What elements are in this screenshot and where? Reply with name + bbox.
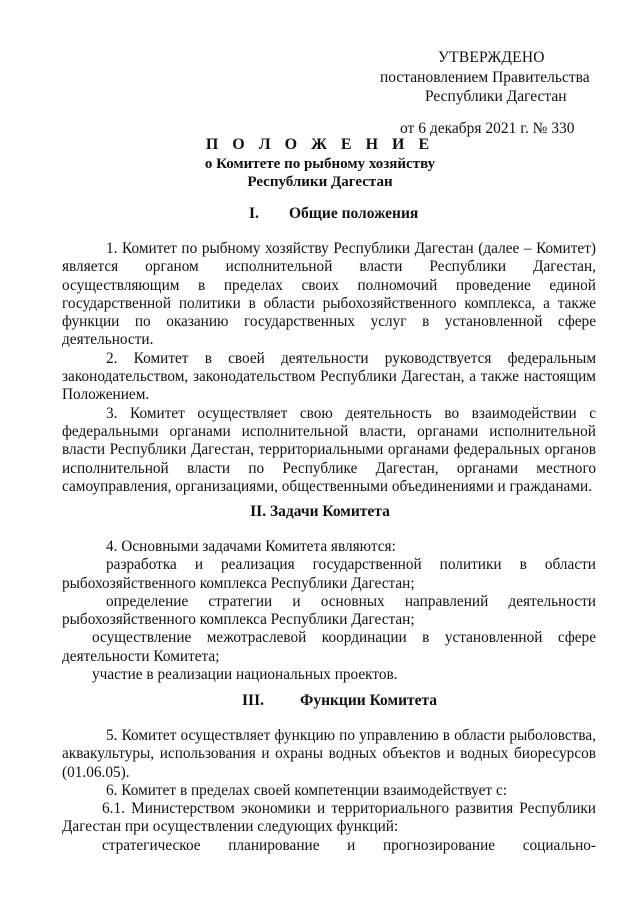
paragraph: 3. Комитет осуществляет свою деятельность во взаимодействии с федеральными органами исполнительной власти, органами исполнительной власти Республики Дагестан, территориальными органами федеральных органов исполнительной власти по Республике Дагестан, органами местного самоуправления, организациями, общественными объединениями и гражданами. xyxy=(62,404,596,495)
section-number: III. xyxy=(242,692,264,709)
section-number: I. xyxy=(249,205,259,222)
approval-line: УТВЕРЖДЕНО xyxy=(438,49,545,66)
paragraph: стратегическое планирование и прогнозирование социально- xyxy=(102,836,596,854)
list-item: осуществление межотраслевой координации в установленной сфере деятельности Комитета; xyxy=(62,629,596,665)
section-title: II. Задачи Комитета xyxy=(250,503,390,520)
document-subtitle: о Комитете по рыбному хозяйству xyxy=(204,156,436,172)
paragraph: 2. Комитет в своей деятельности руководствуется федеральным законодательством, законодательством Республики Дагестан, а также настоящим Положением. xyxy=(62,349,596,404)
section-title: Функции Комитета xyxy=(300,692,438,709)
list-item: определение стратегии и основных направлений деятельности рыбохозяйственного комплекса Республики Дагестан; xyxy=(62,592,596,629)
section-body xyxy=(62,538,596,684)
approval-line: постановлением Правительства xyxy=(380,68,590,86)
paragraph: 1. Комитет по рыбному хозяйству Республики Дагестан (далее – Комитет) является органом исполнительной власти Республики Дагестан, осуществляющим в пределах своих полномочий проведение единой государственной политики в области рыбохозяйственного комплекса, а также функции по оказанию государственных услуг в установленной сфере деятельности. xyxy=(62,240,596,349)
approval-stamp xyxy=(350,48,600,138)
paragraph: 6. Комитет в пределах своей компетенции взаимодействует с: xyxy=(106,781,507,799)
list-item: разработка и реализация государственной политики в области рыбохозяйственного комплекса Республики Дагестан; xyxy=(62,556,596,592)
section-heading xyxy=(0,503,640,521)
paragraph: 6.1. Министерством экономики и территориального развития Республики Дагестан при осуществлении следующих функций: xyxy=(62,800,596,836)
section-title: Общие положения xyxy=(289,205,419,222)
section-body xyxy=(62,727,596,855)
section-body xyxy=(62,240,596,496)
approval-date: от 6 декабря 2021 г. № 330 xyxy=(400,119,575,137)
list-item: участие в реализации национальных проектов. xyxy=(92,666,398,684)
document-title: П О Л О Ж Е Н И Е xyxy=(205,136,435,153)
paragraph: 4. Основными задачами Комитета являются: xyxy=(106,538,396,555)
document-subtitle: Республики Дагестан xyxy=(247,174,393,190)
approval-line: Республики Дагестан xyxy=(425,88,567,105)
paragraph: 5. Комитет осуществляет функцию по управлению в области рыболовства, аквакультуры, использования и охраны водных объектов и водных биоресурсов (01.06.05). xyxy=(62,727,596,781)
